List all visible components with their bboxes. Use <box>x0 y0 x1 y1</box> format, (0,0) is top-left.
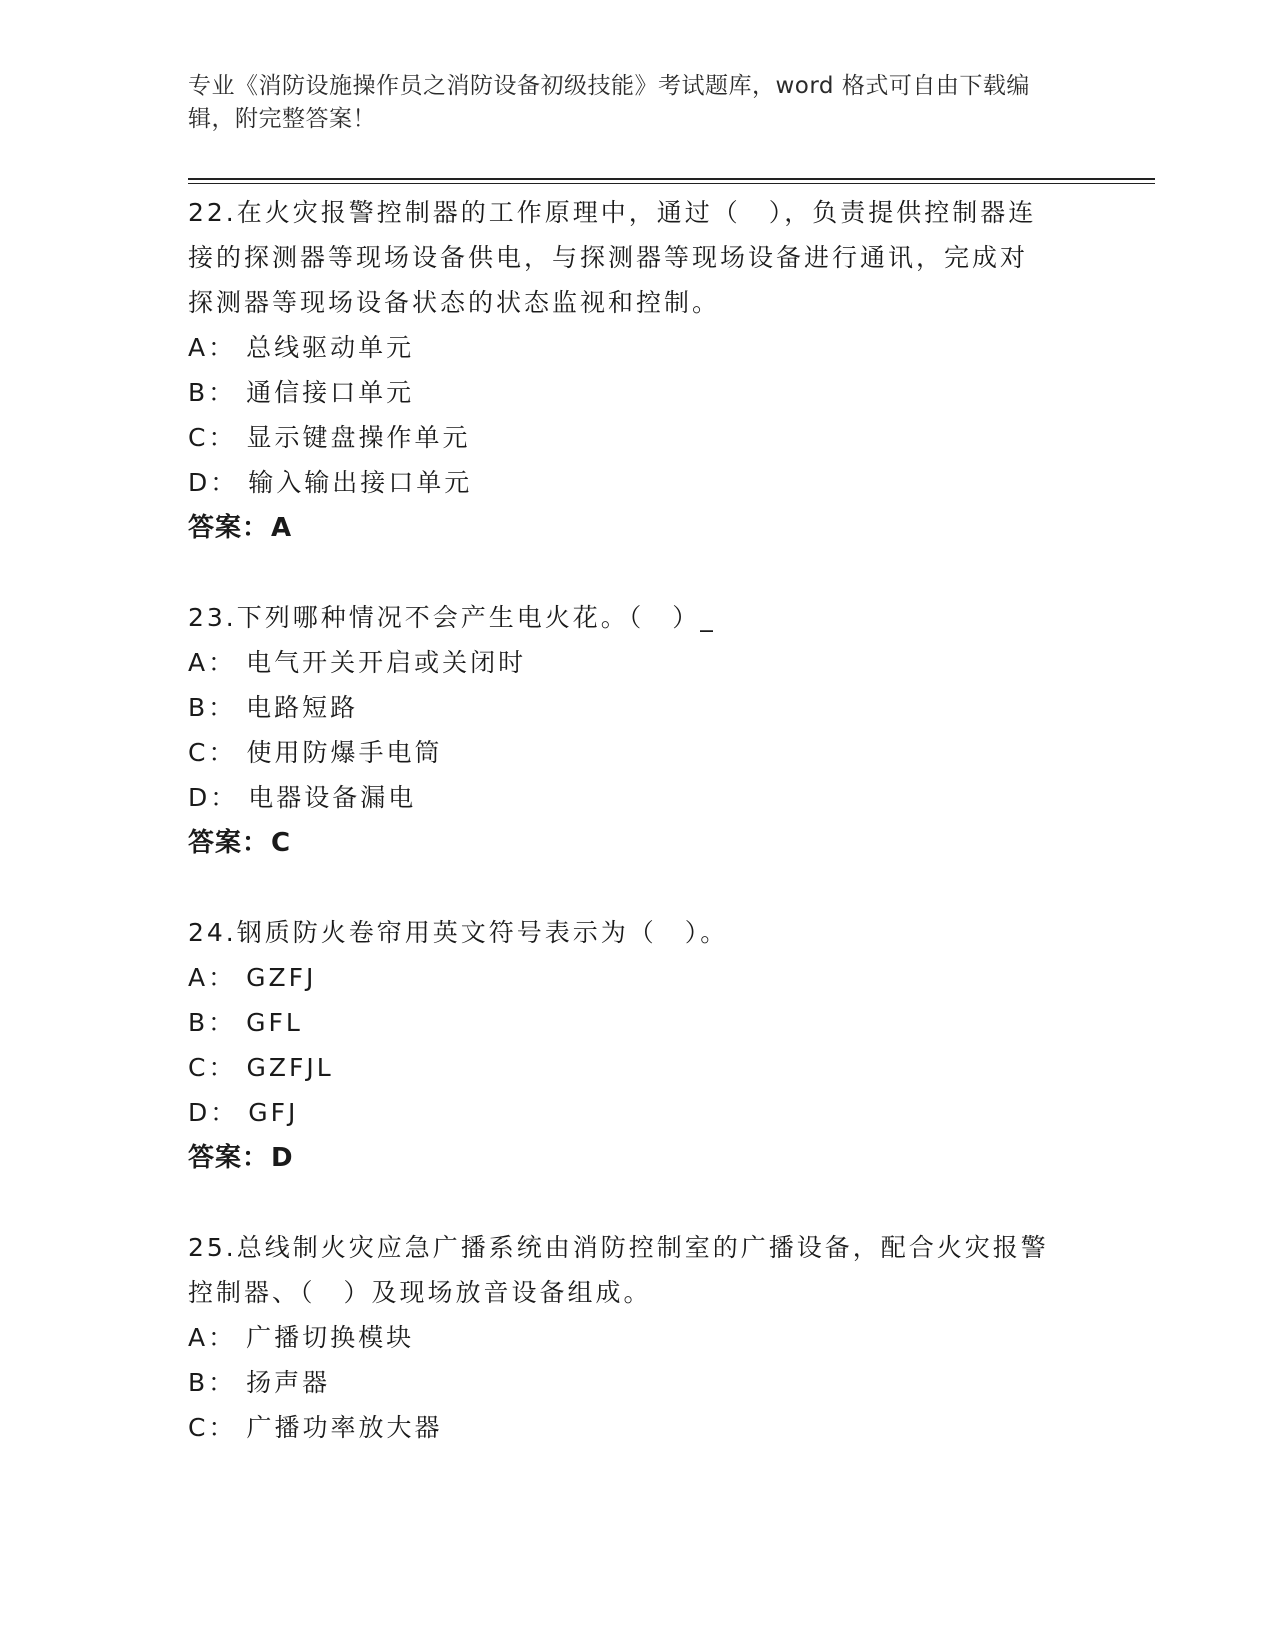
option-key: C： <box>188 423 237 452</box>
option-a <box>188 1315 1088 1360</box>
option-key: D： <box>188 783 239 812</box>
option-b <box>188 1360 1088 1405</box>
question-text-line: 25.总线制火灾应急广播系统由消防控制室的广播设备，配合火灾报警 <box>188 1233 1049 1262</box>
option-text: 使用防爆手电筒 <box>246 738 443 767</box>
option-text: 广播切换模块 <box>246 1323 415 1352</box>
option-c <box>188 1405 1088 1450</box>
option-text: 显示键盘操作单元 <box>246 423 471 452</box>
question-25 <box>188 1225 1088 1450</box>
question-22 <box>188 190 1088 551</box>
header-line-2: 辑，附完整答案！ <box>188 106 376 132</box>
question-text-line: 探测器等现场设备状态的状态监视和控制。 <box>188 288 721 317</box>
answer <box>188 820 1088 866</box>
option-text: 总线驱动单元 <box>246 333 415 362</box>
option-a <box>188 955 1088 1000</box>
spacer <box>188 551 1088 595</box>
answer <box>188 505 1088 551</box>
option-text: 广播功率放大器 <box>246 1413 443 1442</box>
option-key: B： <box>188 1368 237 1397</box>
option-b <box>188 685 1088 730</box>
option-key: C： <box>188 1053 237 1082</box>
option-key: C： <box>188 738 237 767</box>
option-text: GFL <box>246 1008 303 1037</box>
answer-value: A <box>271 513 293 543</box>
option-b <box>188 370 1088 415</box>
option-c <box>188 415 1088 460</box>
option-key: B： <box>188 378 237 407</box>
option-key: D： <box>188 1098 239 1127</box>
option-c <box>188 1045 1088 1090</box>
answer-value: C <box>271 828 292 858</box>
option-key: B： <box>188 693 237 722</box>
question-list <box>188 190 1088 1450</box>
answer-value: D <box>271 1143 294 1173</box>
option-key: A： <box>188 963 237 992</box>
option-key: C： <box>188 1413 237 1442</box>
header-line-1: 专业《消防设施操作员之消防设备初级技能》考试题库，word 格式可自由下载编 <box>188 73 1030 99</box>
option-key: A： <box>188 333 237 362</box>
spacer <box>188 866 1088 910</box>
header-divider-thick <box>188 178 1155 180</box>
spacer <box>188 1181 1088 1225</box>
option-key: D： <box>188 468 239 497</box>
option-text: GZFJ <box>246 963 317 992</box>
option-text: 输入输出接口单元 <box>248 468 473 497</box>
question-23 <box>188 595 1088 866</box>
option-b <box>188 1000 1088 1045</box>
option-text: 电气开关开启或关闭时 <box>246 648 527 677</box>
answer <box>188 1135 1088 1181</box>
answer-label: 答案： <box>188 828 270 858</box>
answer-label: 答案： <box>188 1143 270 1173</box>
option-text: GFJ <box>248 1098 299 1127</box>
option-text: 扬声器 <box>246 1368 331 1397</box>
question-24 <box>188 910 1088 1181</box>
option-key: A： <box>188 648 237 677</box>
question-text-line: 控制器、（ ）及现场放音设备组成。 <box>188 1278 652 1307</box>
option-text: 电路短路 <box>246 693 359 722</box>
answer-label: 答案： <box>188 513 270 543</box>
option-text: GZFJL <box>246 1053 334 1082</box>
option-key: B： <box>188 1008 237 1037</box>
option-d <box>188 775 1088 820</box>
option-d <box>188 460 1088 505</box>
option-key: A： <box>188 1323 237 1352</box>
question-text-line: 23.下列哪种情况不会产生电火花。（ ）_ <box>188 603 716 632</box>
header-divider-thin <box>188 183 1155 184</box>
question-text-line: 接的探测器等现场设备供电，与探测器等现场设备进行通讯，完成对 <box>188 243 1029 272</box>
option-d <box>188 1090 1088 1135</box>
option-a <box>188 640 1088 685</box>
question-text-line: 22.在火灾报警控制器的工作原理中，通过（ ），负责提供控制器连 <box>188 198 1037 227</box>
option-c <box>188 730 1088 775</box>
document-header <box>188 70 1088 136</box>
option-text: 通信接口单元 <box>246 378 415 407</box>
question-text-line: 24.钢质防火卷帘用英文符号表示为（ ）。 <box>188 918 729 947</box>
option-text: 电器设备漏电 <box>248 783 417 812</box>
option-a <box>188 325 1088 370</box>
